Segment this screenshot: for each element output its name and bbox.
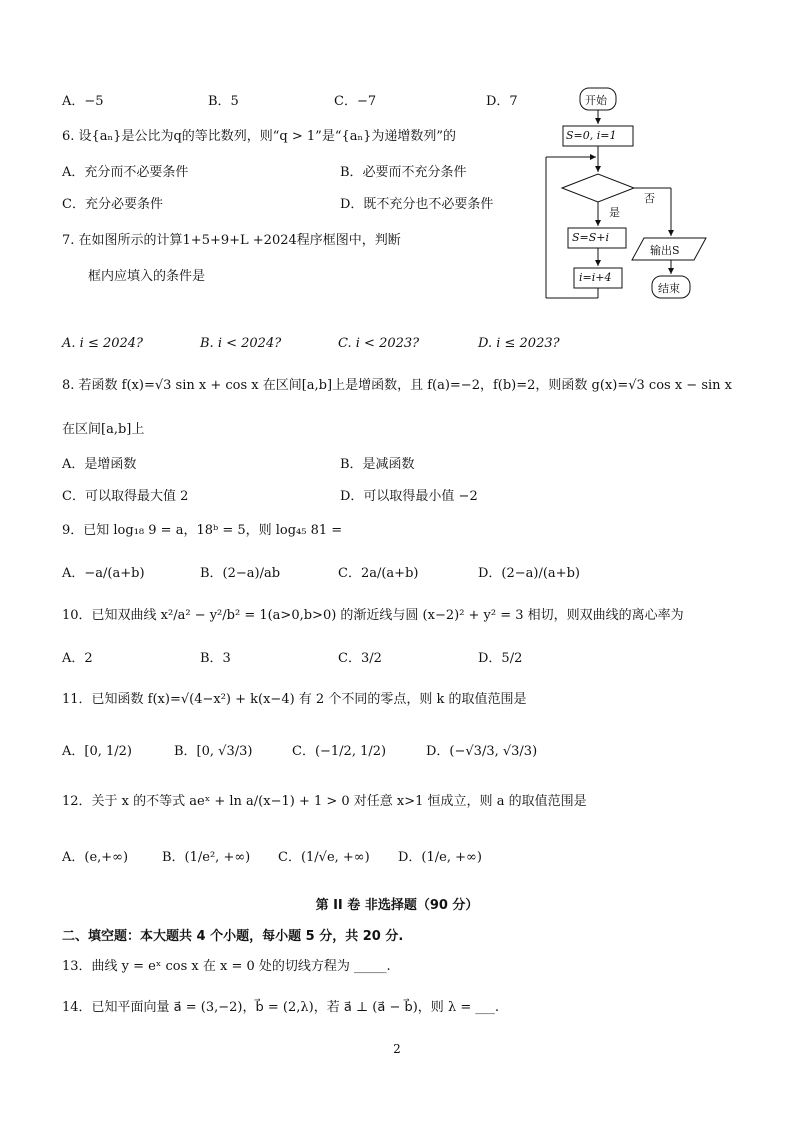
q11-option-d: D．(−√3/3, √3/3) [426, 744, 538, 759]
q12-option-b: B．(1/e², +∞) [162, 850, 251, 865]
q11-stem: 11．已知函数 f(x)=√(4−x²) + k(x−4) 有 2 个不同的零点，则 k 的取值范围是 [62, 692, 527, 707]
q9-option-c: C．2a/(a+b) [338, 566, 419, 581]
q7-stem-line2: 框内应填入的条件是 [88, 269, 206, 284]
q10-option-b: B．3 [200, 651, 231, 666]
q12-option-d: D．(1/e, +∞) [398, 850, 482, 865]
q11-option-a: A．[0, 1/2) [62, 744, 132, 759]
q8-option-d: D．可以取得最小值 −2 [340, 489, 478, 504]
q10-stem: 10．已知双曲线 x²/a² − y²/b² = 1(a>0,b>0) 的渐近线与圆 (x−2)² + y² = 3 相切，则双曲线的离心率为 [62, 608, 684, 623]
q10-option-d: D．5/2 [478, 651, 523, 666]
page-number: 2 [393, 1042, 401, 1056]
flow-yes-label: 是 [609, 206, 620, 219]
flow-end-label: 结束 [658, 282, 680, 295]
flow-update-i-label: i=i+4 [579, 271, 612, 284]
q9-stem: 9．已知 log₁₈ 9 = a，18ᵇ = 5，则 log₄₅ 81 = [62, 523, 343, 538]
q11-option-b: B．[0, √3/3) [174, 744, 253, 759]
q5-option-c: C．−7 [334, 94, 377, 109]
q9-option-a: A．−a/(a+b) [62, 566, 145, 581]
q7-option-d: D. i ≤ 2023? [478, 336, 560, 351]
q9-option-d: D．(2−a)/(a+b) [478, 566, 580, 581]
q8-stem-line2: 在区间[a,b]上 [62, 422, 145, 437]
q7-option-b: B. i < 2024? [200, 336, 282, 351]
q5-option-b: B．5 [208, 94, 239, 109]
q6-stem: 6. 设{aₙ}是公比为q的等比数列，则“q > 1”是“{aₙ}为递增数列”的 [62, 129, 457, 144]
q12-option-a: A．(e,+∞) [62, 850, 129, 865]
q13-stem: 13．曲线 y = eˣ cos x 在 x = 0 处的切线方程为 _____. [62, 959, 391, 974]
section-title: 第 II 卷 非选择题（90 分） [315, 898, 479, 913]
q12-option-c: C．(1/√e, +∞) [278, 850, 370, 865]
q6-option-c: C．充分必要条件 [62, 197, 163, 212]
q7-option-a: A. i ≤ 2024? [62, 336, 144, 351]
flow-init-label: S=0, i=1 [566, 129, 617, 142]
flow-update-s-label: S=S+i [572, 231, 610, 244]
q12-stem: 12．关于 x 的不等式 aeˣ + ln a/(x−1) + 1 > 0 对任意 x>1 恒成立，则 a 的取值范围是 [62, 794, 587, 809]
q5-option-a: A．−5 [62, 94, 104, 109]
flow-decision-diamond [562, 174, 634, 202]
flow-no-label: 否 [644, 192, 655, 205]
q8-stem-line1: 8. 若函数 f(x)=√3 sin x + cos x 在区间[a,b]上是增函数，且 f(a)=−2，f(b)=2，则函数 g(x)=√3 cos x − sin x [62, 378, 732, 393]
q7-stem-line1: 7. 在如图所示的计算1+5+9+L +2024程序框图中，判断 [62, 233, 401, 248]
q6-option-b: B．必要而不充分条件 [340, 165, 467, 180]
fill-in-heading: 二、填空题：本大题共 4 个小题，每小题 5 分，共 20 分. [62, 929, 404, 944]
q8-option-a: A．是增函数 [62, 457, 137, 472]
q10-option-c: C．3/2 [338, 651, 382, 666]
flow-start-label: 开始 [585, 94, 607, 107]
flow-output-label: 输出S [650, 244, 680, 257]
q9-option-b: B．(2−a)/ab [200, 566, 281, 581]
q6-option-d: D．既不充分也不必要条件 [340, 197, 494, 212]
q10-option-a: A．2 [62, 651, 93, 666]
q11-option-c: C．(−1/2, 1/2) [292, 744, 387, 759]
q6-option-a: A．充分而不必要条件 [62, 165, 189, 180]
q7-option-c: C. i < 2023? [338, 336, 420, 351]
q8-option-b: B．是减函数 [340, 457, 415, 472]
q5-option-d: D．7 [486, 94, 518, 109]
q14-stem: 14．已知平面向量 a⃗ = (3,−2)，b⃗ = (2,λ)，若 a⃗ ⊥ (a⃗ − b⃗)，则 λ = ___. [62, 1000, 499, 1015]
q8-option-c: C．可以取得最大值 2 [62, 489, 189, 504]
